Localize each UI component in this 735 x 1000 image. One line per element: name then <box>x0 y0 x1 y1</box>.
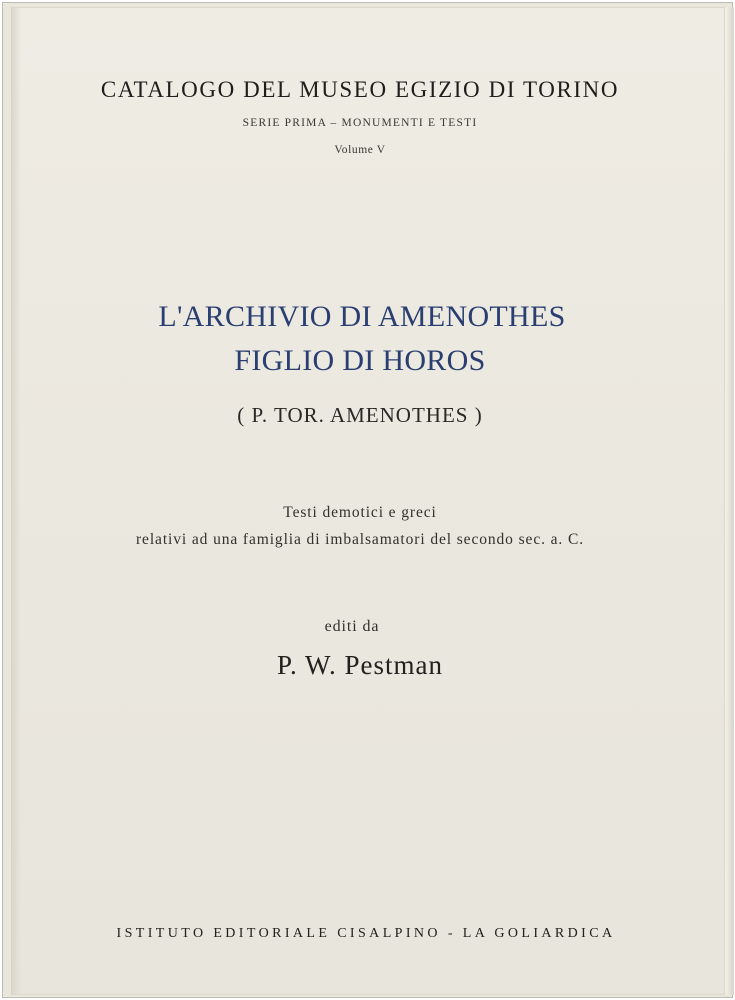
subtitle-code: ( P. TOR. AMENOTHES ) <box>237 403 483 427</box>
edited-by-label: editi da <box>324 618 380 635</box>
main-title-line-1: L'ARCHIVIO DI AMENOTHES <box>158 300 566 333</box>
book-cover-frame <box>2 2 733 998</box>
description-line-2: relativi ad una famiglia di imbalsamatori del secondo sec. a. C. <box>136 531 584 548</box>
book-cover <box>11 7 725 995</box>
description-line-1: Testi demotici e greci <box>283 504 437 521</box>
catalog-title: CATALOGO DEL MUSEO EGIZIO DI TORINO <box>100 77 620 102</box>
page-edge <box>725 7 734 995</box>
publisher-name: ISTITUTO EDITORIALE CISALPINO - LA GOLIARDICA <box>116 926 616 941</box>
series-label: SERIE PRIMA – MONUMENTI E TESTI <box>242 117 478 129</box>
author-name: P. W. Pestman <box>276 650 444 680</box>
main-title-line-2: FIGLIO DI HOROS <box>234 344 486 377</box>
volume-label: Volume V <box>334 144 386 156</box>
